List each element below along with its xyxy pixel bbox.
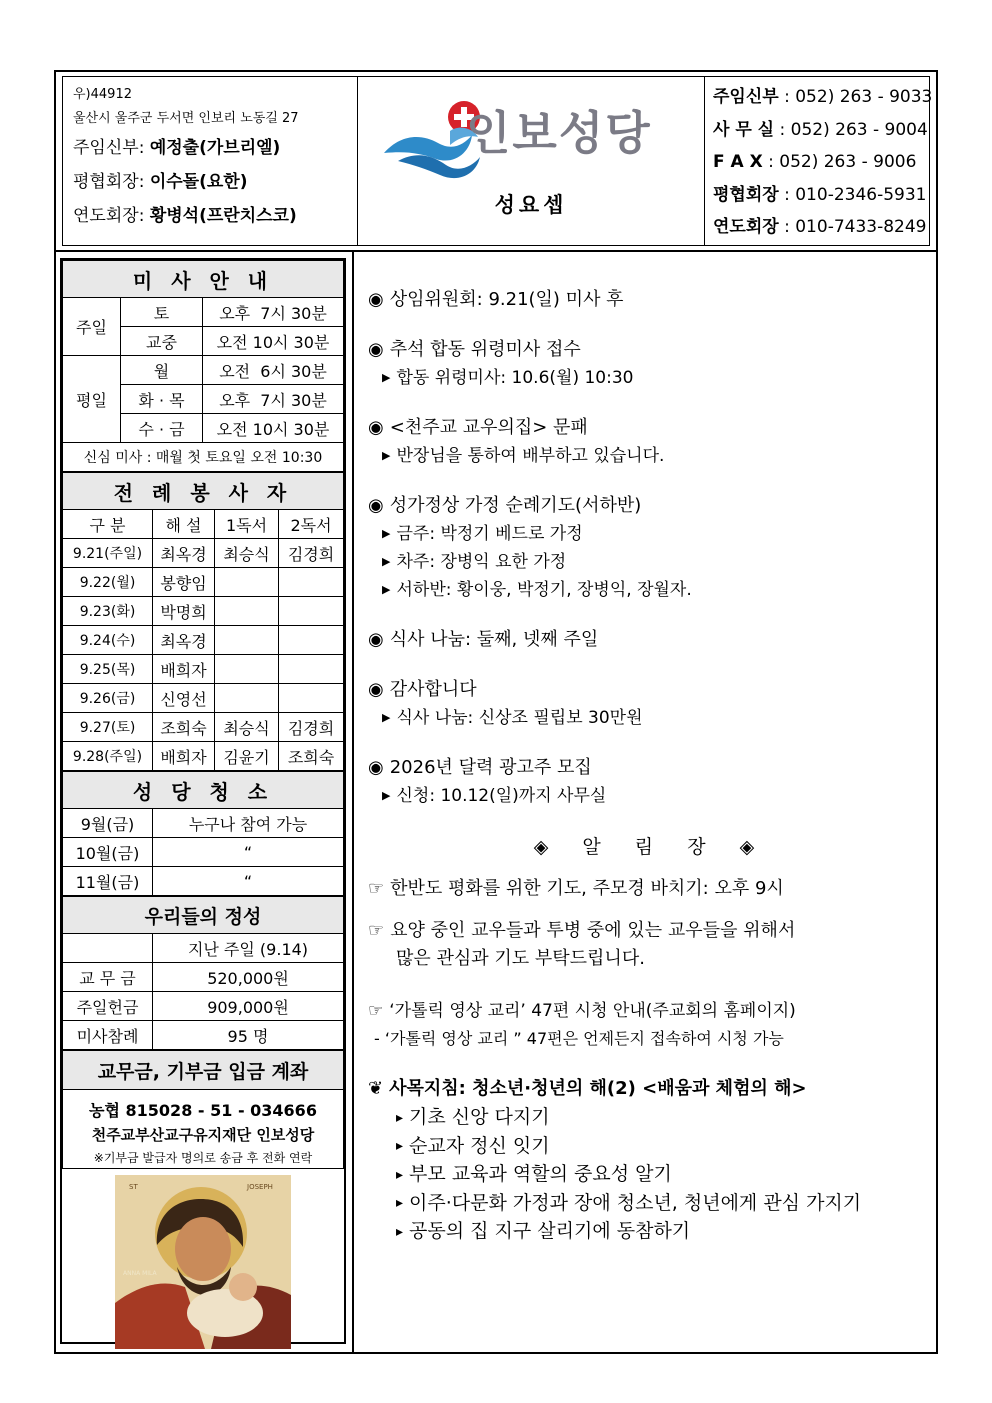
church-name: 인보성당 bbox=[466, 106, 652, 160]
notice-item bbox=[368, 626, 934, 654]
mass-title: 미 사 안 내 bbox=[63, 261, 344, 298]
circle-bullet-icon: ◉ bbox=[368, 629, 384, 650]
table-cell: 909,000원 bbox=[153, 992, 344, 1021]
table-cell: 박명희 bbox=[153, 597, 215, 626]
header-logo-area bbox=[358, 76, 704, 246]
table-cell: 배희자 bbox=[153, 742, 215, 771]
table-cell: 봉향임 bbox=[153, 568, 215, 597]
triangle-bullet-icon: ▸ bbox=[396, 1109, 404, 1126]
table-cell: 토 bbox=[121, 298, 203, 327]
bulletin-frame bbox=[54, 70, 938, 1354]
notice-sub-item: ▶ 합동 위령미사: 10.6(월) 10:30 bbox=[382, 368, 634, 388]
notice-sub-item: ▶ 금주: 박정기 베드로 가정 bbox=[382, 524, 583, 544]
account-note: ※기부금 발급자 명의로 송금 후 전화 연락 bbox=[63, 1146, 344, 1169]
board-item: ☞ 한반도 평화를 위한 기도, 주모경 바치기: 오후 9시 bbox=[368, 878, 784, 899]
table-cell bbox=[279, 626, 344, 655]
table-cell: “ bbox=[153, 867, 344, 896]
table-cell bbox=[279, 684, 344, 713]
notice-title: ◉ 성가정상 가정 순례기도(서하반) bbox=[368, 495, 642, 516]
account-holder: 천주교부산교구유지재단 인보성당 bbox=[63, 1122, 344, 1146]
table-cell: 9월(금) bbox=[63, 809, 153, 838]
triangle-bullet-icon: ▶ bbox=[382, 555, 391, 568]
notice-item bbox=[368, 754, 934, 810]
table-cell bbox=[215, 684, 279, 713]
table-cell: 미사참례 bbox=[63, 1021, 153, 1050]
dove-icon: ❦ bbox=[368, 1078, 384, 1099]
hand-pointer-icon: ☞ bbox=[368, 1001, 384, 1021]
notice-item bbox=[368, 286, 934, 314]
table-cell: 9.24(수) bbox=[63, 626, 153, 655]
circle-bullet-icon: ◉ bbox=[368, 757, 384, 778]
pastoral-list bbox=[368, 1103, 934, 1246]
table-cell: 누구나 참여 가능 bbox=[153, 809, 344, 838]
table-cell: 9.28(주일) bbox=[63, 742, 153, 771]
notice-item bbox=[368, 676, 934, 732]
notice-title: ◉ 감사합니다 bbox=[368, 679, 477, 700]
notice-sub-item: ▶ 신청: 10.12(일)까지 사무실 bbox=[382, 786, 607, 806]
column-divider bbox=[352, 250, 354, 1352]
circle-bullet-icon: ◉ bbox=[368, 339, 384, 360]
table-cell: 11월(금) bbox=[63, 867, 153, 896]
notices-list bbox=[368, 286, 934, 810]
table-cell bbox=[215, 626, 279, 655]
table-row bbox=[63, 626, 344, 655]
table-row bbox=[63, 655, 344, 684]
triangle-bullet-icon: ▶ bbox=[382, 527, 391, 540]
table-cell: 김윤기 bbox=[215, 742, 279, 771]
table-header: 구 분 bbox=[63, 510, 153, 539]
contact-prayer: 연도회장 : 010-7433-8249 bbox=[713, 217, 927, 237]
table-row bbox=[63, 684, 344, 713]
postal-code: 우)44912 bbox=[73, 87, 132, 102]
bulletin-subtitle: 성요셉 bbox=[494, 193, 568, 217]
table-cell: 김경희 bbox=[279, 539, 344, 568]
table-cell: 신영선 bbox=[153, 684, 215, 713]
circle-bullet-icon: ◉ bbox=[368, 417, 384, 438]
icon-text-right: JOSEPH bbox=[247, 1183, 273, 1191]
cleaning-table bbox=[62, 771, 344, 896]
account-table bbox=[62, 1050, 344, 1169]
icon-text-left: ST bbox=[129, 1183, 138, 1191]
servers-rows bbox=[63, 539, 344, 771]
table-cell bbox=[63, 934, 153, 963]
table-cell: 95 명 bbox=[153, 1021, 344, 1050]
hand-pointer-icon: ☞ bbox=[368, 878, 385, 899]
servers-table bbox=[62, 472, 344, 771]
board-item: ☞ ‘가톨릭 영상 교리’ 47편 시청 안내(주교회의 홈페이지) bbox=[368, 1001, 796, 1021]
account-title: 교무금, 기부금 입금 계좌 bbox=[63, 1051, 344, 1090]
left-column bbox=[60, 258, 346, 1344]
st-joseph-icon bbox=[115, 1175, 291, 1349]
table-cell bbox=[215, 597, 279, 626]
board-title: ◈ 알 림 장 ◈ bbox=[533, 836, 769, 858]
contact-pastor: 주임신부 : 052) 263 - 9033 bbox=[713, 87, 933, 107]
hand-pointer-icon: ☞ bbox=[368, 920, 385, 941]
notice-title: ◉ 2026년 달력 광고주 모집 bbox=[368, 757, 592, 778]
triangle-bullet-icon: ▸ bbox=[396, 1223, 404, 1240]
board-item-line2: - ‘가톨릭 영상 교리 ” 47편은 언제든지 접속하여 시청 가능 bbox=[374, 1029, 784, 1048]
table-cell: 9.26(금) bbox=[63, 684, 153, 713]
triangle-bullet-icon: ▸ bbox=[396, 1138, 404, 1154]
table-cell: 교중 bbox=[121, 327, 203, 356]
icon-text-side: ANNA MILA bbox=[123, 1270, 157, 1277]
table-header: 1독서 bbox=[215, 510, 279, 539]
pastoral-item: ▸ 순교자 정신 잇기 bbox=[396, 1134, 550, 1157]
table-cell bbox=[279, 597, 344, 626]
header bbox=[56, 72, 936, 252]
table-cell: 교 무 금 bbox=[63, 963, 153, 992]
address: 울산시 울주군 두서면 인보리 노동길 27 bbox=[73, 111, 299, 126]
triangle-bullet-icon: ▶ bbox=[382, 371, 391, 384]
triangle-bullet-icon: ▶ bbox=[382, 711, 391, 724]
mass-note: 신심 미사 : 매월 첫 토요일 오전 10:30 bbox=[63, 443, 344, 472]
notice-item bbox=[368, 336, 934, 392]
board-item-line2: 많은 관심과 기도 부탁드립니다. bbox=[396, 948, 645, 969]
table-cell: 오후 7시 30분 bbox=[203, 385, 344, 414]
table-cell: 오전 6시 30분 bbox=[203, 356, 344, 385]
notice-item bbox=[368, 492, 934, 604]
prayer-line: 연도회장: 황병석(프란치스코) bbox=[73, 206, 297, 226]
notice-sub-item: ▶ 차주: 장병익 요한 가정 bbox=[382, 552, 567, 572]
table-cell: 화 · 목 bbox=[121, 385, 203, 414]
table-cell: 배희자 bbox=[153, 655, 215, 684]
table-cell: 조희숙 bbox=[279, 742, 344, 771]
board-item: ☞ 요양 중인 교우들과 투병 중에 있는 교우들을 위해서 bbox=[368, 920, 796, 941]
table-cell: 오전 10시 30분 bbox=[203, 327, 344, 356]
table-cell: 주일헌금 bbox=[63, 992, 153, 1021]
notice-item bbox=[368, 414, 934, 470]
table-cell bbox=[279, 655, 344, 684]
pastoral-item: ▸ 공동의 집 지구 살리기에 동참하기 bbox=[396, 1220, 691, 1242]
pastoral-title: ❦ 사목지침: 청소년·청년의 해(2) <배움과 체험의 해> bbox=[368, 1078, 807, 1099]
table-row bbox=[63, 713, 344, 742]
notice-sub-item: ▶ 반장님을 통하여 배부하고 있습니다. bbox=[382, 446, 665, 466]
contact-list bbox=[704, 76, 933, 246]
table-cell bbox=[215, 568, 279, 597]
table-header: 2독서 bbox=[279, 510, 344, 539]
notice-sub-item: ▶ 식사 나눔: 신상조 필립보 30만원 bbox=[382, 708, 643, 728]
table-cell: 김경희 bbox=[279, 713, 344, 742]
right-column bbox=[368, 286, 934, 1246]
pastoral-item: ▸ 부모 교육과 역할의 중요성 알기 bbox=[396, 1163, 672, 1185]
account-number: 농협 815028 - 51 - 034666 bbox=[63, 1090, 344, 1123]
table-row bbox=[63, 742, 344, 771]
contact-council: 평협회장 : 010-2346-5931 bbox=[713, 184, 927, 205]
triangle-bullet-icon: ▸ bbox=[396, 1166, 404, 1183]
table-cell: 조희숙 bbox=[153, 713, 215, 742]
table-cell: 10월(금) bbox=[63, 838, 153, 867]
table-row bbox=[63, 597, 344, 626]
header-info bbox=[62, 76, 358, 246]
notice-title: ◉ 추석 합동 위령미사 접수 bbox=[368, 339, 581, 360]
triangle-bullet-icon: ▶ bbox=[382, 583, 391, 596]
table-cell: 최옥경 bbox=[153, 626, 215, 655]
circle-bullet-icon: ◉ bbox=[368, 289, 384, 310]
table-cell: 최승식 bbox=[215, 539, 279, 568]
notice-title: ◉ 상임위원회: 9.21(일) 미사 후 bbox=[368, 289, 624, 310]
table-cell: “ bbox=[153, 838, 344, 867]
table-cell: 520,000원 bbox=[153, 963, 344, 992]
table-cell: 오후 7시 30분 bbox=[203, 298, 344, 327]
council-line: 평협회장: 이수돌(요한) bbox=[73, 172, 248, 192]
table-cell: 월 bbox=[121, 356, 203, 385]
triangle-bullet-icon: ▶ bbox=[382, 449, 391, 462]
offering-title: 우리들의 정성 bbox=[63, 897, 344, 934]
circle-bullet-icon: ◉ bbox=[368, 679, 384, 700]
table-cell: 9.27(토) bbox=[63, 713, 153, 742]
circle-bullet-icon: ◉ bbox=[368, 495, 384, 516]
offering-period: 지난 주일 (9.14) bbox=[153, 934, 344, 963]
table-cell: 9.22(월) bbox=[63, 568, 153, 597]
table-cell: 수 · 금 bbox=[121, 414, 203, 443]
triangle-bullet-icon: ▶ bbox=[382, 789, 391, 802]
table-cell: 오전 10시 30분 bbox=[203, 414, 344, 443]
notice-title: ◉ 식사 나눔: 둘째, 넷째 주일 bbox=[368, 629, 599, 650]
notice-title: ◉ <천주교 교우의집> 문패 bbox=[368, 417, 588, 438]
pastoral-item: ▸ 이주·다문화 가정과 장애 청소년, 청년에게 관심 가지기 bbox=[396, 1191, 862, 1214]
table-cell: 9.21(주일) bbox=[63, 539, 153, 568]
table-cell: 9.25(목) bbox=[63, 655, 153, 684]
table-cell bbox=[215, 655, 279, 684]
sunday-label: 주일 bbox=[63, 298, 121, 356]
table-header: 해 설 bbox=[153, 510, 215, 539]
offering-table bbox=[62, 896, 344, 1050]
table-cell: 최옥경 bbox=[153, 539, 215, 568]
contact-office: 사 무 실 : 052) 263 - 9004 bbox=[713, 119, 928, 140]
contact-fax: F A X : 052) 263 - 9006 bbox=[713, 152, 917, 172]
pastoral-item: ▸ 기초 신앙 다지기 bbox=[396, 1106, 550, 1128]
table-cell bbox=[279, 568, 344, 597]
table-row bbox=[63, 568, 344, 597]
table-row bbox=[63, 539, 344, 568]
table-cell: 9.23(화) bbox=[63, 597, 153, 626]
cleaning-title: 성 당 청 소 bbox=[63, 772, 344, 809]
weekday-label: 평일 bbox=[63, 356, 121, 443]
servers-title: 전 례 봉 사 자 bbox=[63, 473, 344, 510]
mass-table bbox=[62, 260, 344, 472]
pastor-line: 주임신부: 예정출(가브리엘) bbox=[73, 138, 281, 158]
table-cell: 최승식 bbox=[215, 713, 279, 742]
notice-sub-item: ▶ 서하반: 황이웅, 박정기, 장병익, 장월자. bbox=[382, 580, 692, 600]
triangle-bullet-icon: ▸ bbox=[396, 1195, 404, 1211]
